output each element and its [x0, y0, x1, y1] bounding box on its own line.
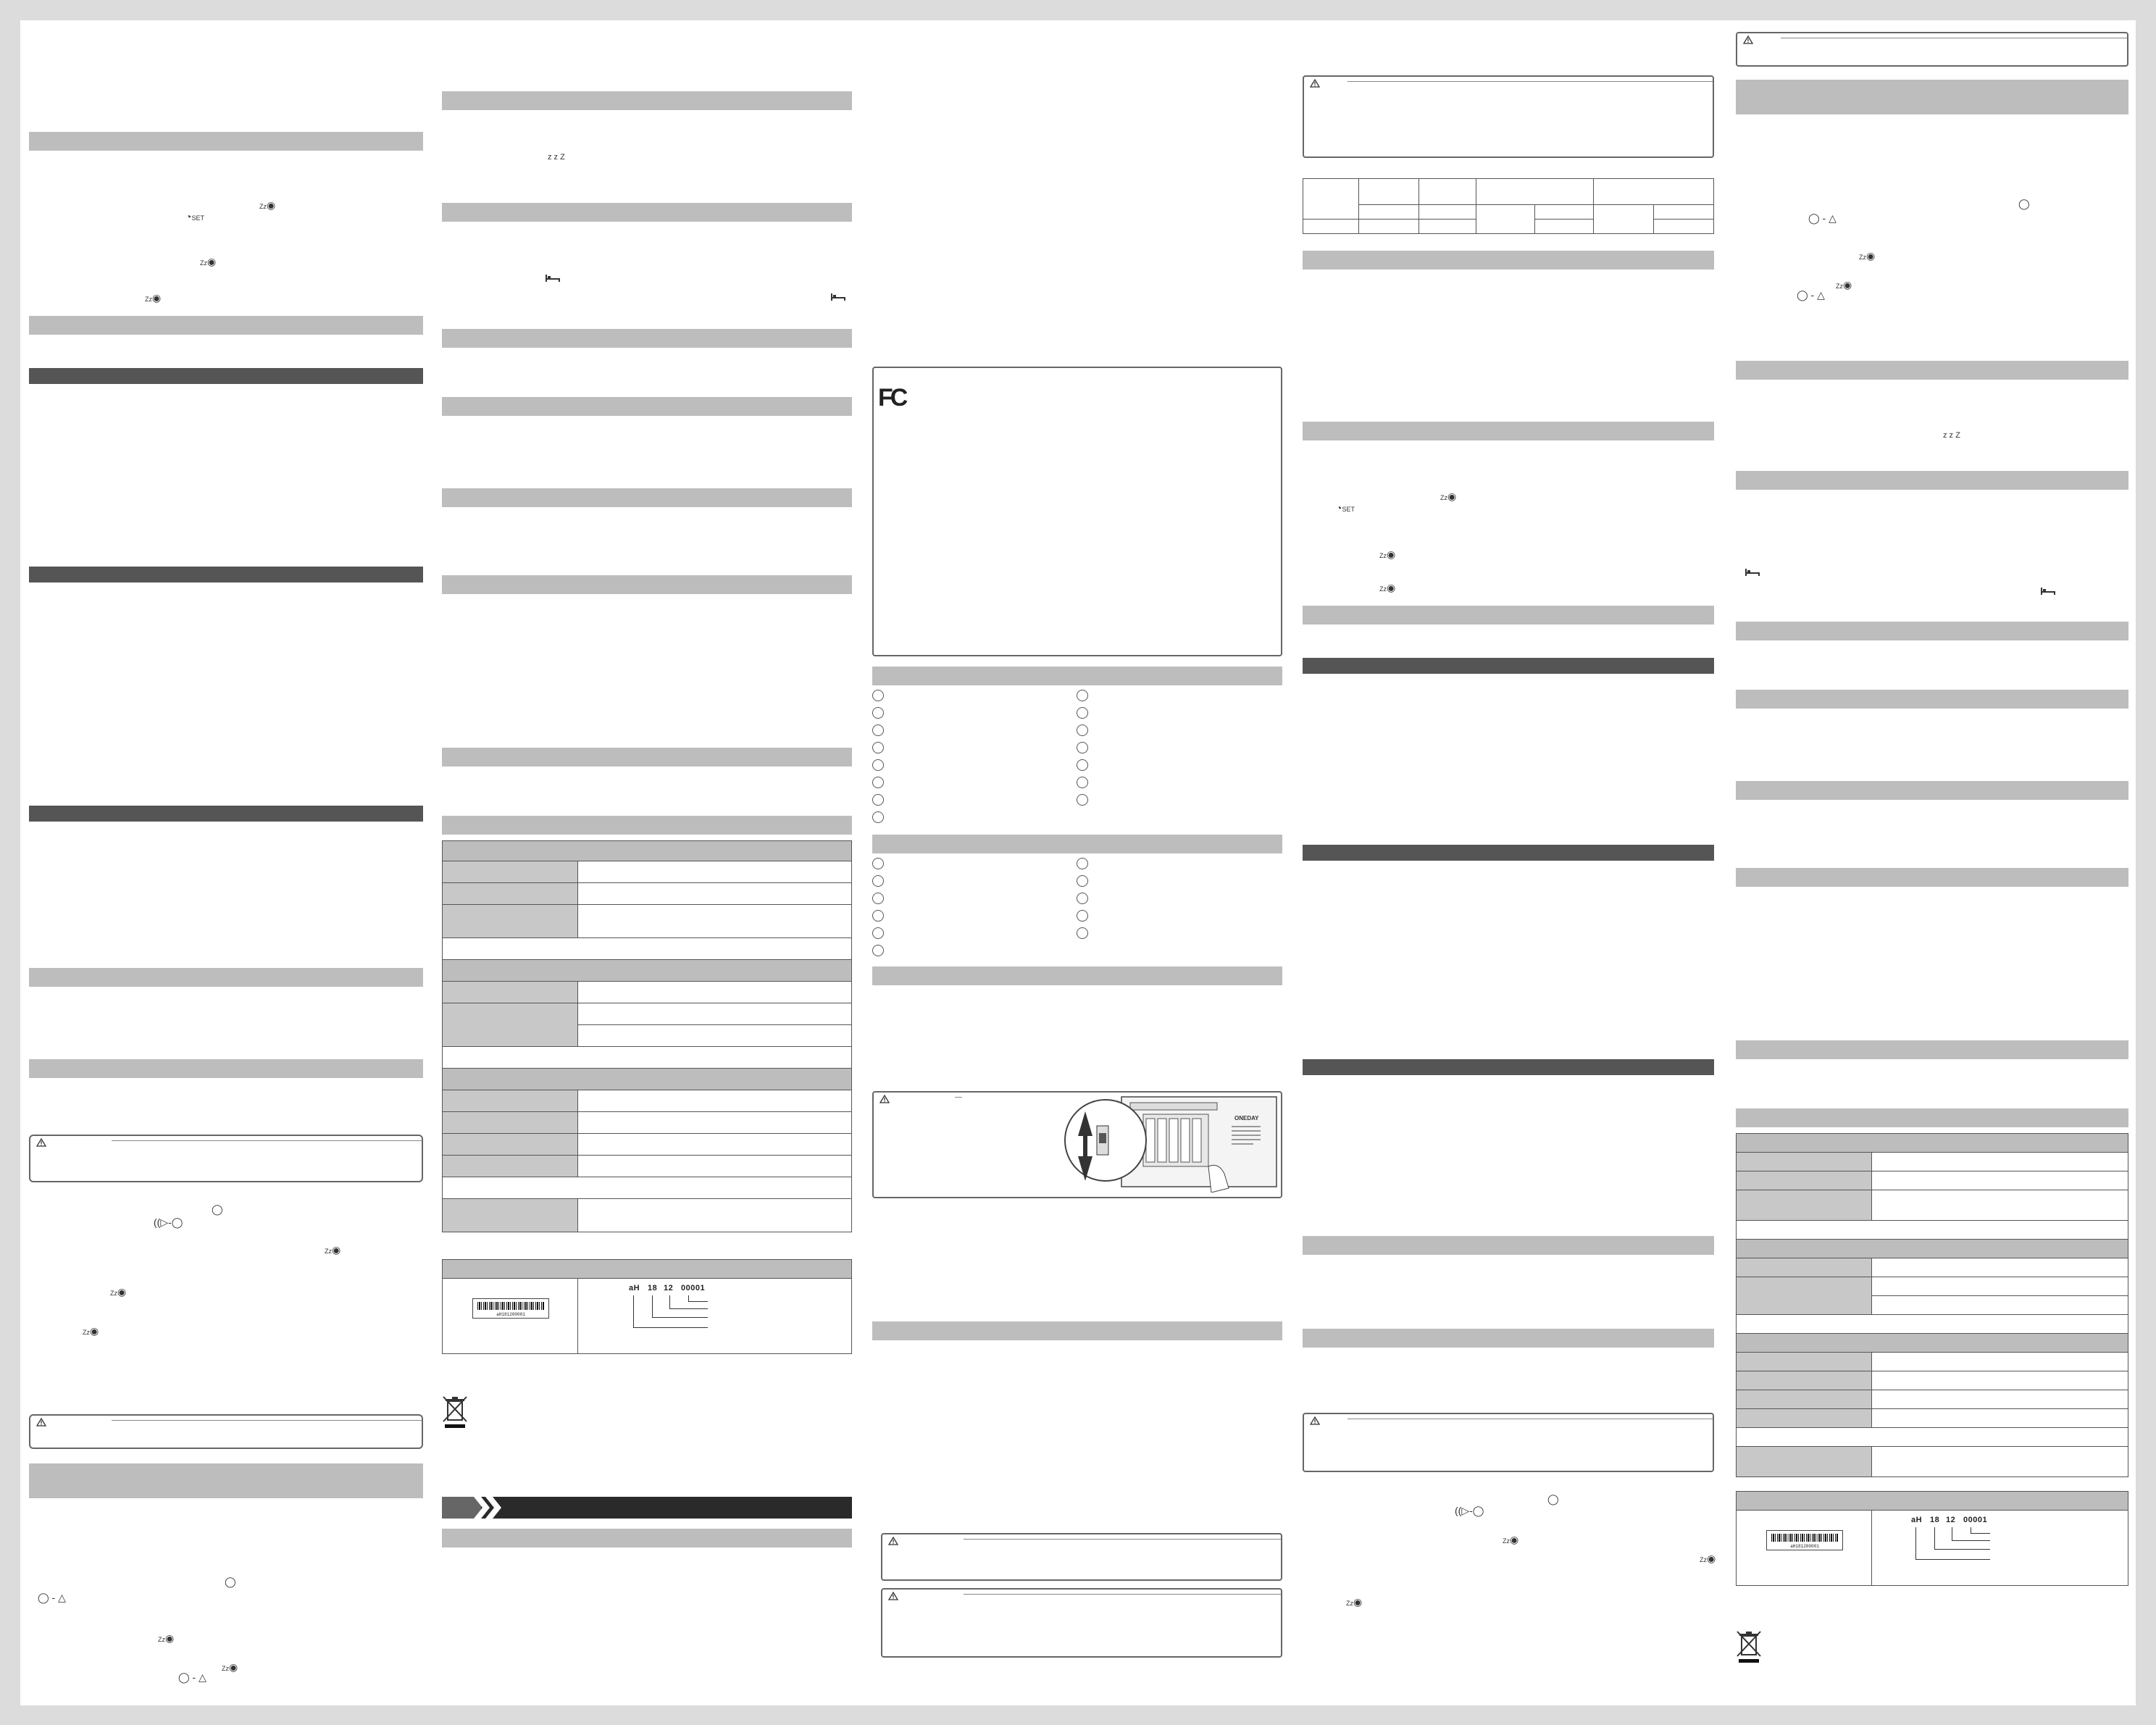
callout-circle — [1077, 742, 1088, 753]
snooze-icon: Zz◉ — [158, 1632, 175, 1644]
callout-circle — [1077, 690, 1088, 701]
callout-circle — [872, 945, 884, 956]
section-header-bar — [872, 966, 1282, 985]
callout-circle — [1077, 794, 1088, 806]
callout-circle — [872, 690, 884, 701]
light-bulb-icon: ◯ — [2018, 198, 2030, 209]
callout-circle — [1077, 910, 1088, 922]
callout-circle — [1077, 893, 1088, 904]
section-header-bar — [1303, 422, 1714, 440]
bed-icon — [2040, 587, 2056, 596]
column-1 — [29, 20, 423, 1705]
snooze-icon: Zz◉ — [1440, 490, 1457, 502]
section-header-dark — [1303, 658, 1714, 674]
section-header-bar — [872, 667, 1282, 685]
snooze-icon: Zz◉ — [222, 1661, 238, 1673]
section-header-bar — [29, 1463, 423, 1498]
alarm-sound-icon: ((▷-◯ — [1455, 1505, 1484, 1516]
caution-rule — [112, 1140, 422, 1141]
warning-icon — [888, 1536, 898, 1549]
warning-icon — [36, 1137, 46, 1150]
callout-circle — [1077, 858, 1088, 869]
callout-circle — [1077, 759, 1088, 771]
section-header-bar — [1303, 606, 1714, 625]
section-header-bar — [1736, 781, 2128, 800]
section-header-dark — [29, 368, 423, 384]
callout-circle — [872, 811, 884, 823]
callout-circle — [872, 724, 884, 736]
section-header-bar — [442, 1529, 852, 1548]
callout-circle — [872, 794, 884, 806]
specification-table — [1736, 1133, 2128, 1477]
section-header-bar — [442, 575, 852, 594]
serial-barcode — [472, 1298, 549, 1319]
instruction-sheet — [20, 20, 2136, 1705]
barcode-number: aH181200001 — [496, 1312, 525, 1317]
battery-compartment-illustration — [1064, 1094, 1281, 1193]
snooze-icon: Zz◉ — [1700, 1553, 1716, 1564]
section-header-bar — [442, 203, 852, 222]
serial-segment: 00001 — [681, 1284, 706, 1292]
serial-segment: 00001 — [1963, 1516, 1988, 1524]
light-bulb-icon: ◯ — [212, 1203, 223, 1215]
caution-rule — [1348, 81, 1713, 82]
column-3 — [872, 20, 1282, 1705]
section-header-bar — [1736, 471, 2128, 490]
serial-barcode — [1766, 1530, 1843, 1550]
snooze-icon: Zz◉ — [1836, 279, 1852, 291]
snooze-icon: Zz◉ — [83, 1325, 99, 1337]
section-header-bar — [442, 91, 852, 110]
battery-switch-box — [872, 1091, 1282, 1198]
section-header-bar — [1303, 1236, 1714, 1255]
serial-leader-line — [688, 1295, 708, 1302]
section-header-bar — [442, 488, 852, 507]
caution-rule — [964, 1594, 1281, 1595]
alarm-sequence-icon: ◯ - △ — [1797, 289, 1825, 301]
snooze-icon: Zz◉ — [1346, 1596, 1363, 1608]
caution-box — [1303, 1413, 1714, 1472]
caution-box — [1736, 32, 2128, 67]
bed-icon — [830, 293, 846, 301]
section-header-bar — [29, 968, 423, 987]
section-header-bar — [1303, 1329, 1714, 1348]
specification-table — [442, 840, 852, 1232]
snooze-icon: Zz◉ — [1379, 582, 1396, 593]
serial-segment: 12 — [1946, 1516, 1956, 1524]
warning-icon — [888, 1591, 898, 1604]
warning-icon — [1310, 1416, 1320, 1429]
caution-rule — [964, 1539, 1281, 1540]
serial-leader-line — [1971, 1527, 1990, 1534]
light-bulb-icon: ◯ — [225, 1576, 236, 1587]
caution-rule — [955, 1097, 962, 1098]
warning-icon — [36, 1417, 46, 1430]
snooze-icon: Zz◉ — [325, 1244, 341, 1256]
alarm-sequence-icon: ◯ - △ — [38, 1592, 66, 1603]
serial-segment: 18 — [648, 1284, 658, 1292]
section-header-bar — [1736, 690, 2128, 709]
section-header-bar — [872, 1321, 1282, 1340]
snooze-icon: Zz◉ — [259, 199, 276, 211]
snooze-icon: Zz◉ — [1379, 548, 1396, 560]
section-header-bar — [1736, 80, 2128, 114]
callout-circle — [872, 707, 884, 719]
caution-box — [29, 1414, 423, 1449]
snooze-icon: Zz◉ — [145, 292, 162, 304]
fcc-logo: FC — [878, 384, 906, 412]
section-header-bar — [442, 816, 852, 835]
caution-box — [29, 1135, 423, 1182]
callout-circle — [872, 910, 884, 922]
section-header-bar — [442, 748, 852, 767]
sleep-zzz-icon: z z Z — [548, 153, 565, 162]
bed-icon — [545, 274, 561, 283]
bed-icon — [1745, 568, 1760, 577]
section-header-bar — [442, 397, 852, 416]
section-header-dark — [1303, 1059, 1714, 1075]
section-header-dark — [29, 567, 423, 582]
section-header-bar — [1736, 868, 2128, 887]
callout-circle — [1077, 724, 1088, 736]
section-header-dark — [29, 806, 423, 822]
snooze-icon: Zz◉ — [110, 1286, 127, 1298]
snooze-icon: Zz◉ — [1503, 1534, 1519, 1545]
weee-bin-icon — [442, 1395, 468, 1429]
clock-set-icon: ◔SET — [185, 211, 204, 222]
section-header-bar — [1736, 622, 2128, 640]
section-header-bar — [1303, 251, 1714, 270]
barcode-number: aH181200001 — [1790, 1544, 1819, 1549]
serial-segment: aH — [1911, 1516, 1923, 1524]
warning-icon — [1310, 78, 1320, 91]
language-tab-bar — [442, 1497, 852, 1519]
fcc-statement-box — [872, 367, 1282, 656]
caution-box — [881, 1588, 1282, 1658]
callout-circle — [872, 777, 884, 788]
alarm-sound-icon: ((▷-◯ — [154, 1216, 183, 1228]
clock-set-icon: ◔SET — [1336, 502, 1355, 514]
callout-circle — [872, 927, 884, 939]
section-header-bar — [1736, 1040, 2128, 1059]
frequency-table — [1303, 178, 1714, 234]
callout-circle — [1077, 875, 1088, 887]
warning-icon — [879, 1094, 890, 1107]
serial-segment: aH — [629, 1284, 640, 1292]
caution-box — [1303, 75, 1714, 158]
section-header-bar — [1736, 361, 2128, 380]
callout-circle — [872, 875, 884, 887]
serial-segment: 12 — [664, 1284, 674, 1292]
column-2 — [442, 20, 852, 1705]
callout-circle — [872, 742, 884, 753]
callout-circle — [872, 759, 884, 771]
section-header-bar — [29, 132, 423, 151]
section-header-bar — [872, 835, 1282, 853]
section-header-bar — [442, 329, 852, 348]
alarm-sequence-icon: ◯ - △ — [178, 1671, 206, 1683]
callout-circle — [1077, 927, 1088, 939]
light-bulb-icon: ◯ — [1547, 1493, 1559, 1505]
section-header-dark — [1303, 845, 1714, 861]
column-5 — [1736, 20, 2128, 1705]
warning-icon — [1743, 35, 1753, 48]
callout-circle — [872, 893, 884, 904]
column-4 — [1303, 20, 1714, 1705]
caution-box — [881, 1533, 1282, 1581]
section-header-bar — [1736, 1108, 2128, 1127]
callout-circle — [1077, 777, 1088, 788]
callout-circle — [1077, 707, 1088, 719]
sleep-zzz-icon: z z Z — [1943, 431, 1960, 440]
callout-circle — [872, 858, 884, 869]
svg-text:ONEDAY: ONEDAY — [1234, 1115, 1259, 1122]
weee-bin-icon — [1736, 1630, 1762, 1663]
section-header-bar — [29, 316, 423, 335]
serial-segment: 18 — [1930, 1516, 1940, 1524]
section-header-bar — [29, 1059, 423, 1078]
snooze-icon: Zz◉ — [1859, 250, 1876, 262]
snooze-icon: Zz◉ — [200, 256, 217, 267]
caution-rule — [112, 1420, 422, 1421]
alarm-sequence-icon: ◯ - △ — [1808, 212, 1837, 224]
